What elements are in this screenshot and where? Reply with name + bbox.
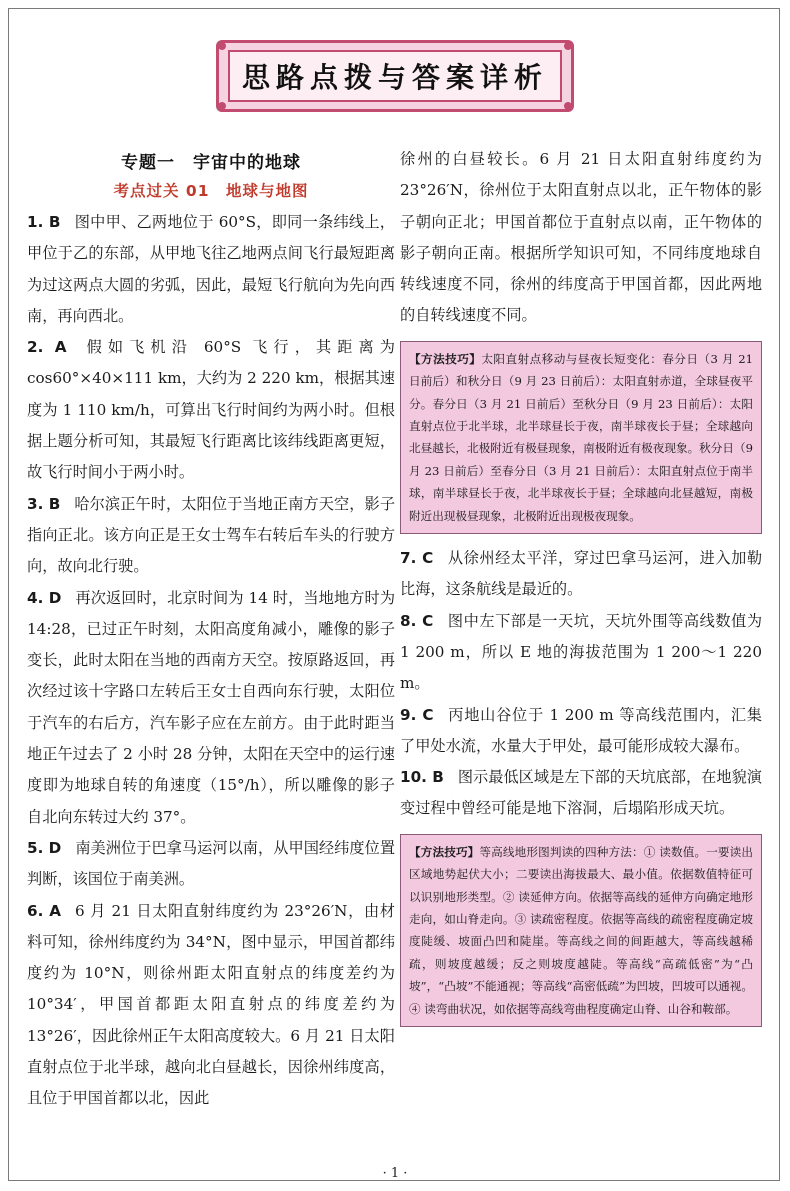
- tip-label: 【方法技巧】: [409, 351, 482, 366]
- banner-corner-ornament: [564, 42, 572, 50]
- answer-text: 从徐州经太平洋，穿过巴拿马运河，进入加勒比海，这条航线是最近的。: [400, 549, 763, 599]
- answer-text: 再次返回时，北京时间为 14 时，当地地方时为 14:28，已过正午时刻，太阳高度角减小，雕像的影子变长，此时太阳在当地的西南方天空。按原路返回，再次经过该十字路口左转后王女士自西向东行驶，太阳位于汽车的右后方，汽车影子应在左前方。由于此时距当地正午过去了 2 小时 28 分钟，太阳在天空中的运行速度即为地球自转的角速度（15°/h），所以雕像的影子自北向东转过大约 37°。: [27, 588, 396, 826]
- banner-inner-box: [228, 50, 562, 102]
- answer-item: [27, 489, 395, 583]
- section-heading: 考点过关 01 地球与地图: [113, 182, 309, 200]
- page-number: · 1 ·: [382, 1166, 408, 1181]
- answer-number: 1. B: [27, 213, 61, 231]
- banner-corner-ornament: [564, 102, 572, 110]
- answer-number: 7. C: [400, 549, 434, 568]
- answer-number: 6. A: [27, 901, 62, 920]
- answer-number: 2. A: [27, 338, 67, 357]
- answer-text: 图中左下部是一天坑，天坑外围等高线数值为 1 200 m，所以 E 地的海拔范围为 1 200～1 220 m。: [400, 611, 763, 693]
- answer-number: 4. D: [27, 588, 62, 607]
- answer-item: [27, 583, 395, 833]
- answer-item: [400, 700, 762, 763]
- answer-text: 图示最低区域是左下部的天坑底部，在地貌演变过程中曾经可能是地下溶洞，后塌陷形成天坑。: [400, 768, 762, 818]
- left-column: [27, 140, 395, 1115]
- tip-text: 等高线地形图判读的四种方法：① 读数值。一要读出区域地势起伏大小；二要读出海拔最大、最小值。依据数值特征可以识别地形类型。② 读延伸方向。依据等高线的延伸方向确定地形走向，如山脊走向。③ 读疏密程度。依据等高线的疏密程度确定坡度陡缓、坡面凸凹和陡崖。等高线之间的间距越大，等高线越稀疏，则坡度越缓；反之则坡度越陡。等高线“高疏低密”为“凸坡”，“凸坡”不能通视；等高线“高密低疏”为凹坡，凹坡可以通视。④ 读弯曲状况，如依据等高线弯曲程度确定山脊、山谷和鞍部。: [409, 844, 753, 1016]
- answer-number: 8. C: [400, 611, 434, 630]
- answer-number: 3. B: [27, 494, 61, 513]
- answer-number: 5. D: [27, 838, 62, 857]
- answer-text: 丙地山谷位于 1 200 m 等高线范围内，汇集了甲处水流，水量大于甲处，最可能形成较大瀑布。: [400, 705, 762, 755]
- method-tip-box: [400, 341, 762, 534]
- answer-continuation: 徐州的白昼较长。6 月 21 日太阳直射纬度约为 23°26′N，徐州位于太阳直射点以北，正午物体的影子朝向正北；甲国首都位于直射点以南，正午物体的影子朝向正南。根据所学知识可知，不同纬度地球自转线速度不同，徐州的纬度高于甲国首都，因此两地的自转线速度不同。: [400, 150, 762, 325]
- tip-label: 【方法技巧】: [409, 844, 480, 859]
- answer-item: [400, 762, 762, 825]
- answer-item: [27, 896, 395, 1115]
- right-column: [400, 144, 762, 1036]
- banner-corner-ornament: [218, 102, 226, 110]
- chapter-heading: 专题一 宇宙中的地球: [121, 153, 301, 173]
- title-banner: [216, 40, 574, 112]
- page-title: 思路点拨与答案详析: [241, 61, 548, 94]
- method-tip-box: [400, 834, 762, 1027]
- answer-number: 9. C: [400, 705, 434, 724]
- banner-corner-ornament: [218, 42, 226, 50]
- tip-text: 太阳直射点移动与昼夜长短变化：春分日（3 月 21 日前后）和秋分日（9 月 23 日前后）：太阳直射赤道，全球昼夜平分。春分日（3 月 21 日前后）至秋分日（9 月 23 日前后）：太阳直射点位于北半球，北半球昼长于夜，南半球夜长于昼；全球越向北昼越长，北极附近有极昼现象，南极附近有极夜现象。秋分日（9 月 23 日前后）至春分日（3 月 21 日前后）：太阳直射点位于南半球，南半球昼长于夜，北半球夜长于昼；全球越向北昼越短，南极附近出现极昼现象，北极附近出现极夜现象。: [409, 351, 753, 523]
- answer-text: 假如飞机沿 60°S 飞行，其距离为 cos60°×40×111 km，大约为 2 220 km，根据其速度为 1 110 km/h，可算出飞行时间约为两小时。但根据上题分析可知，其最短飞行距离比该纬线距离更短，故飞行时间小于两小时。: [27, 338, 395, 482]
- answer-text: 哈尔滨正午时，太阳位于当地正南方天空，影子指向正北。该方向正是王女士驾车右转后车头的行驶方向，故向北行驶。: [27, 494, 396, 576]
- answer-text: 图中甲、乙两地位于 60°S，即同一条纬线上，甲位于乙的东部，从甲地飞往乙地两点间飞行最短距离为过这两点大圆的劣弧，因此，最短飞行航向为先向西南，再向西北。: [27, 213, 395, 325]
- answer-text: 南美洲位于巴拿马运河以南，从甲国经纬度位置判断，该国位于南美洲。: [27, 838, 396, 889]
- answer-item: [27, 332, 395, 488]
- answer-item: [400, 543, 762, 606]
- answer-item: [400, 606, 762, 700]
- answer-item: [27, 207, 395, 332]
- answer-number: 10. B: [400, 768, 444, 787]
- answer-item: [27, 833, 395, 896]
- answer-text: 6 月 21 日太阳直射纬度约为 23°26′N，由材料可知，徐州纬度约为 34°N，图中显示，甲国首都纬度约为 10°N，则徐州距太阳直射点的纬度差约为 10°34′，甲国首都距太阳直射点的纬度差约为 13°26′，因此徐州正午太阳高度较大。6 月 21 日太阳直射点位于北半球，越向北白昼越长，因徐州纬度高，且位于甲国首都以北，因此: [27, 901, 395, 1108]
